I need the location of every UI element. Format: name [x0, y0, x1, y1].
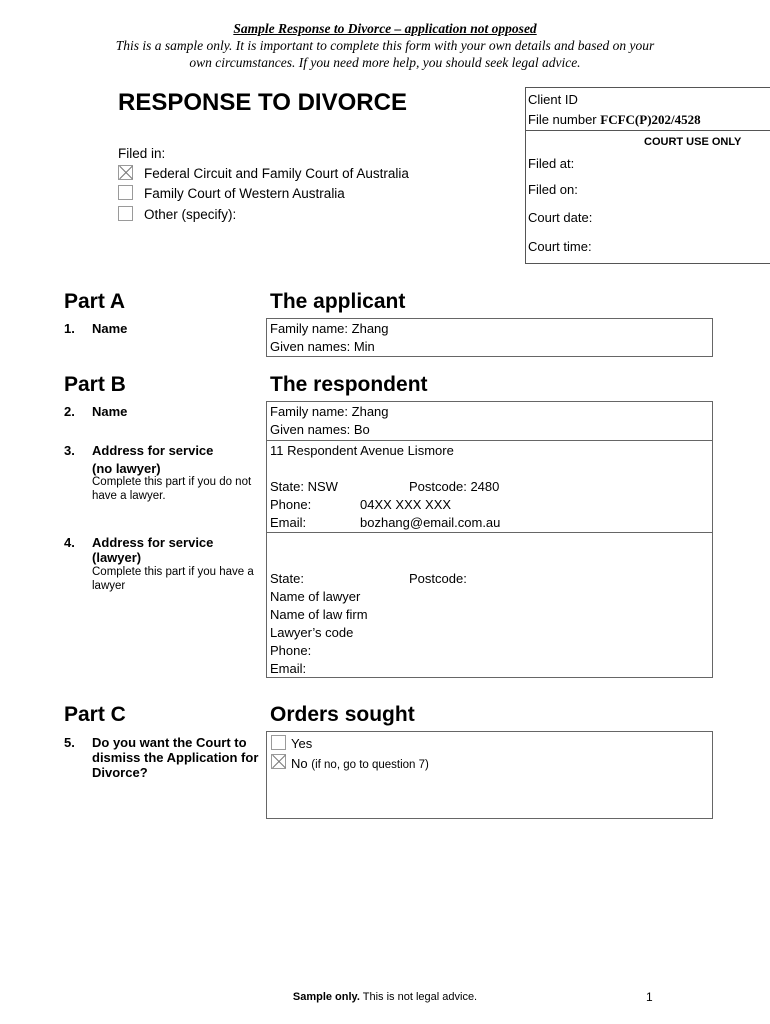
sample-note: This is a sample only. It is important to complete this form with your own details and based on your own circumstances. If you need more help, you should seek legal advice. [115, 38, 655, 70]
q2-label: Name [92, 404, 128, 419]
court-use-box [525, 87, 770, 264]
q4-number: 4. [64, 535, 75, 550]
q3-email-value[interactable]: bozhang@email.com.au [360, 515, 501, 530]
checkbox-fcwa[interactable] [118, 185, 133, 200]
respondent-family-name-label: Family name: [270, 404, 349, 419]
q1-label: Name [92, 321, 128, 336]
q4-label-line1: Address for service [92, 535, 214, 550]
part-a-label: Part A [64, 290, 126, 313]
q3-label-line1: Address for service [92, 443, 214, 458]
applicant-name-box[interactable] [266, 318, 713, 357]
applicant-given-names-value[interactable]: Min [353, 339, 375, 354]
q5-number: 5. [64, 735, 75, 750]
part-c-title: Orders sought [270, 703, 415, 726]
applicant-family-name-label: Family name: [270, 321, 349, 336]
filed-at-label: Filed at: [528, 156, 575, 171]
q2-number: 2. [64, 404, 75, 419]
option-fcwa-label: Family Court of Western Australia [144, 186, 345, 201]
option-other-label: Other (specify): [144, 207, 237, 222]
q3-postcode-value[interactable]: 2480 [470, 479, 500, 494]
q4-phone-label: Phone: [270, 643, 312, 658]
q3-postcode-label: Postcode: [409, 479, 467, 494]
file-number-value: FCFC(P)202/4528 [600, 112, 701, 127]
page-number: 1 [646, 990, 653, 1004]
filed-on-label: Filed on: [528, 182, 578, 197]
q5-label: Do you want the Court to dismiss the Application for Divorce? [92, 735, 259, 780]
respondent-given-names-value[interactable]: Bo [353, 422, 370, 437]
court-time-label: Court time: [528, 239, 592, 254]
court-date-label: Court date: [528, 210, 593, 225]
q1-number: 1. [64, 321, 75, 336]
file-number-label: File number [528, 112, 597, 127]
part-b-title: The respondent [270, 373, 428, 396]
q3-help: Complete this part if you do not have a lawyer. [92, 476, 252, 502]
form-title: RESPONSE TO DIVORCE [118, 89, 407, 116]
orders-sought-box [266, 731, 713, 819]
q3-state-value[interactable]: NSW [307, 479, 338, 494]
respondent-box [266, 401, 713, 678]
footer-bold: Sample only. [292, 991, 360, 1003]
part-a-title: The applicant [270, 290, 406, 313]
footer-note [0, 991, 770, 1003]
q4-postcode-label: Postcode: [409, 571, 467, 586]
part-b-label: Part B [64, 373, 126, 396]
file-number-row [528, 112, 701, 128]
q3-phone-label: Phone: [270, 497, 312, 512]
q3-address-value[interactable]: 11 Respondent Avenue Lismore [270, 443, 454, 458]
checkbox-q5-no[interactable] [271, 754, 286, 769]
q4-email-label: Email: [270, 661, 307, 676]
checkbox-q5-yes[interactable] [271, 735, 286, 750]
q5-no-label: No [291, 756, 308, 771]
option-fcfca-label: Federal Circuit and Family Court of Australia [144, 166, 409, 181]
q4-label-line2: (lawyer) [92, 550, 142, 565]
checkbox-other[interactable] [118, 206, 133, 221]
q4-law-firm-label: Name of law firm [270, 607, 368, 622]
respondent-family-name-value[interactable]: Zhang [351, 404, 389, 419]
q4-state-label: State: [270, 571, 304, 586]
client-id-label: Client ID [528, 92, 578, 107]
footer-text: This is not legal advice. [362, 991, 478, 1003]
q3-email-label: Email: [270, 515, 307, 530]
q4-help: Complete this part if you have a lawyer [92, 566, 254, 592]
filed-in-label: Filed in: [118, 146, 166, 161]
q3-state-label: State: [270, 479, 304, 494]
sample-title: Sample Response to Divorce – application not opposed [233, 21, 537, 36]
q4-lawyer-name-label: Name of lawyer [270, 589, 361, 604]
q3-label-line2: (no lawyer) [92, 461, 161, 476]
q3-phone-value[interactable]: 04XX XXX XXX [360, 497, 452, 512]
part-c-label: Part C [64, 703, 126, 726]
q3-number: 3. [64, 443, 75, 458]
applicant-given-names-label: Given names: [270, 339, 351, 354]
applicant-family-name-value[interactable]: Zhang [351, 321, 389, 336]
q5-no-hint: (if no, go to question 7) [311, 759, 429, 771]
q4-lawyer-code-label: Lawyer’s code [270, 625, 354, 640]
court-use-only: COURT USE ONLY [644, 136, 742, 148]
respondent-given-names-label: Given names: [270, 422, 351, 437]
q5-yes-label: Yes [291, 736, 313, 751]
checkbox-fcfca[interactable] [118, 165, 133, 180]
